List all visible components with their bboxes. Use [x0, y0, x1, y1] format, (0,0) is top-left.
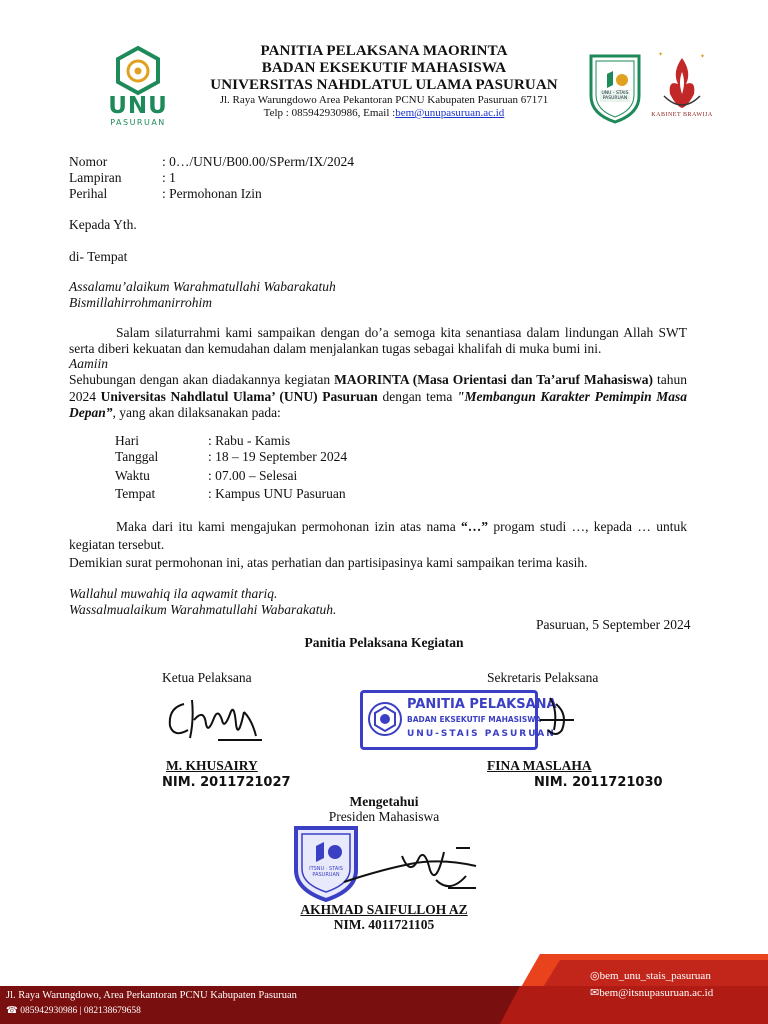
perihal-row	[69, 186, 262, 202]
nomor-row	[69, 154, 354, 170]
phone-icon: ☎	[6, 1006, 21, 1016]
left-signer-role: Ketua Pelaksana	[162, 670, 252, 685]
p2-a: Sehubungan dengan akan diadakannya kegiatan	[69, 372, 335, 387]
footer-instagram: bem_unu_stais_pasuruan	[599, 970, 711, 982]
footer-bar	[0, 954, 768, 1024]
footer-phone-row	[6, 1005, 141, 1016]
stamp-line-2: BADAN EKSEKUTIF MAHASISWA	[407, 715, 541, 724]
president-stamp-text: ITSNU · STAIS PASURUAN	[309, 866, 343, 878]
right-signer-role: Sekretaris Pelaksana	[487, 670, 599, 685]
greeting-salam: Assalamu’alaikum Warahmatullahi Wabarakatuh	[69, 279, 336, 294]
mengetahui: Mengetahui	[349, 794, 419, 809]
p2-event-name: MAORINTA (Masa Orientasi dan Ta’aruf Mahasiswa)	[334, 372, 654, 387]
perihal-label: Perihal	[69, 186, 108, 201]
stamp-line-3: UNU-STAIS PASURUAN	[407, 729, 556, 739]
p2-theme: "Membangun Karakter Pemimpin Masa Depan”	[69, 388, 687, 420]
right-signature	[520, 690, 580, 750]
footer-instagram-row	[590, 969, 711, 982]
nomor-label: Nomor	[69, 154, 108, 169]
schedule-value: : 07.00 – Selesai	[208, 468, 298, 483]
left-signer-name: M. KHUSAIRY	[166, 758, 258, 773]
closing-line-2: Wassalmualaikum Warahmatullahi Wabarakatuh.	[69, 602, 337, 617]
header-address: Jl. Raya Warungdowo Area Pekantoran PCNU Kabupaten Pasuruan 67171	[219, 94, 549, 106]
committee-stamp	[360, 690, 557, 750]
p2-e: dengan tema	[377, 388, 457, 404]
left-signer-nim: NIM. 2011721027	[162, 775, 291, 790]
header-line-3: UNIVERSITAS NAHDLATUL ULAMA PASURUAN	[210, 77, 558, 93]
body-paragraph-4: Demikian surat permohonan ini, atas perhatian dan partisipasinya kami sampaikan terima kasih.	[69, 555, 588, 570]
footer-email: bem@itsnupasuruan.ac.id	[599, 987, 714, 999]
svg-text:✦: ✦	[700, 54, 706, 60]
schedule-waktu	[115, 468, 297, 484]
president-name: AKHMAD SAIFULLOH AZ	[300, 902, 468, 917]
greeting-basmalah: Bismillahirrohmanirrohim	[69, 295, 213, 310]
header-telp: Telp : 085942930986, Email :	[263, 107, 396, 119]
p2-c: tahun 2024	[69, 372, 687, 404]
schedule-value: : Kampus UNU Pasuruan	[208, 486, 346, 501]
right-signer-nim: NIM. 2011721030	[534, 775, 663, 790]
footer-phones: 085942930986 | 082138679658	[20, 1006, 141, 1016]
kabinet-logo-text: KABINET BRAWIJA	[651, 112, 713, 118]
body-paragraph-1	[69, 325, 687, 357]
header-email-link[interactable]: bem@unupasuruan.ac.id	[395, 107, 505, 119]
mail-icon: ✉	[590, 987, 600, 999]
schedule-hari	[115, 433, 290, 449]
recipient-kepada: Kepada Yth.	[69, 217, 137, 232]
p2-g: , yang akan dilaksanakan pada:	[112, 405, 281, 420]
perihal-value: : Permohonan Izin	[162, 186, 262, 201]
lampiran-row	[69, 170, 176, 186]
nomor-value: : 0…/UNU/B00.00/SPerm/IX/2024	[162, 154, 355, 169]
body-paragraph-2	[69, 372, 687, 422]
unu-logo-text: UNU	[108, 93, 168, 119]
lampiran-label: Lampiran	[69, 170, 122, 185]
schedule-value: : Rabu - Kamis	[208, 433, 291, 448]
right-signer-name: FINA MASLAHA	[487, 758, 592, 773]
p3-c: progam studi …, kepada … untuk kegiatan tersebut.	[69, 519, 687, 552]
committee-title: Panitia Pelaksana Kegiatan	[304, 635, 464, 650]
footer-address: Jl. Raya Warungdowo, Area Perkantoran PCNU Kabupaten Pasuruan	[6, 990, 297, 1001]
place-date: Pasuruan, 5 September 2024	[536, 617, 691, 632]
svg-text:✦: ✦	[658, 52, 664, 58]
schedule-tempat	[115, 486, 346, 502]
bem-logo-label: UNU - STAIS PASURUAN	[601, 91, 629, 101]
schedule-value: : 18 – 19 September 2024	[208, 449, 348, 464]
p2-university: Universitas Nahdlatul Ulama’ (UNU) Pasuruan	[100, 388, 378, 404]
lampiran-value: : 1	[162, 170, 176, 185]
schedule-label: Waktu	[115, 468, 150, 483]
body-paragraph-3	[69, 518, 687, 554]
president-nim: NIM. 4011721105	[333, 917, 435, 932]
president-role: Presiden Mahasiswa	[328, 809, 440, 824]
p3-a: Maka dari itu kami mengajukan permohonan izin atas nama	[116, 519, 462, 534]
header-line-1: PANITIA PELAKSANA MAORINTA	[260, 43, 508, 59]
unu-logo-subtext: PASURUAN	[110, 118, 166, 127]
body-aamiin: Aamiin	[69, 356, 108, 371]
left-signature	[158, 690, 270, 752]
schedule-label: Hari	[115, 433, 139, 448]
schedule-label: Tempat	[115, 486, 156, 501]
header-line-2: BADAN EKSEKUTIF MAHASISWA	[261, 60, 507, 76]
closing-line-1: Wallahul muwahiq ila aqwamit thariq.	[69, 586, 278, 601]
schedule-tanggal	[115, 449, 347, 465]
president-signature	[340, 836, 480, 900]
recipient-tempat: di- Tempat	[69, 249, 128, 264]
instagram-icon: ◎	[590, 970, 600, 982]
footer-email-row	[590, 986, 713, 999]
p3-name: “…”	[461, 519, 489, 534]
stamp-line-1: PANITIA PELAKSANA	[407, 697, 557, 712]
header-contact	[0, 107, 768, 119]
body-p1-text: Salam silaturrahmi kami sampaikan dengan do’a semoga kita senantiasa dalam lindungan Allah SWT serta diberi kekuatan dan kemudahan dalam menjalankan tugas sebagai khalifah di muka bumi ini.	[69, 325, 687, 356]
schedule-label: Tanggal	[115, 449, 159, 464]
